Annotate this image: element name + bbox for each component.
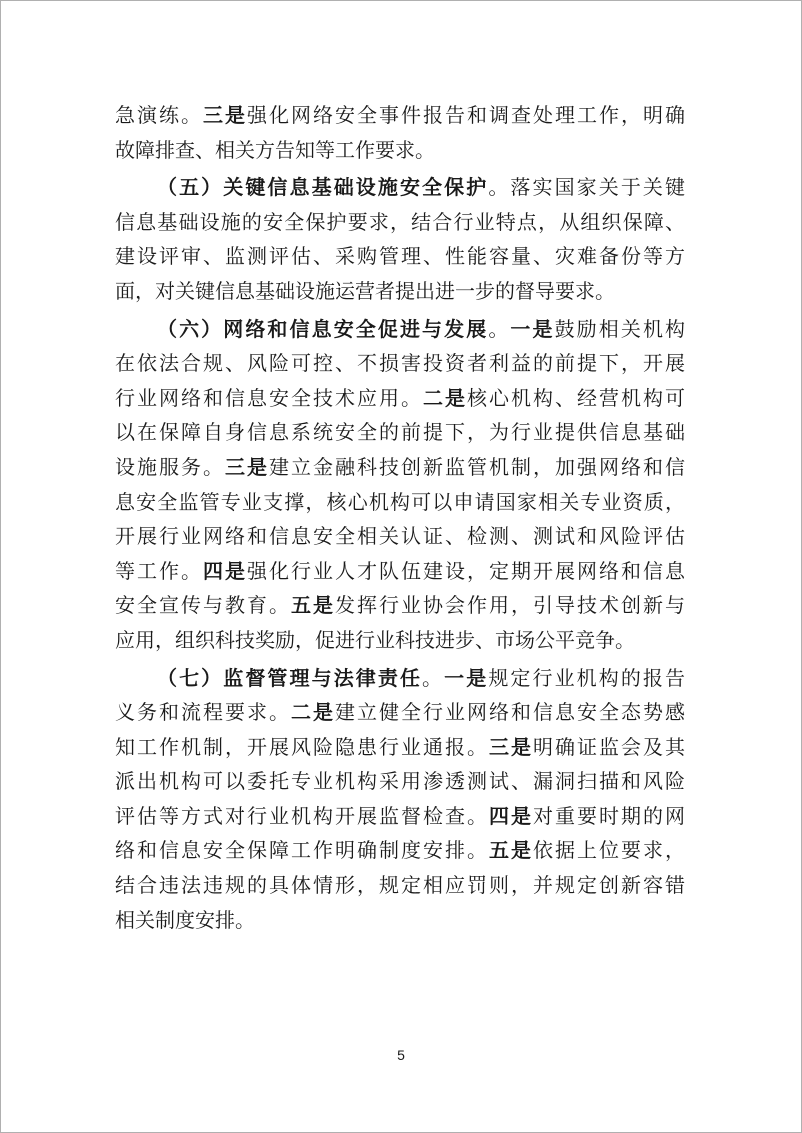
- text-run: 评估等方式对行业机构开展监督检查。: [115, 803, 489, 828]
- text-line: [115, 312, 685, 347]
- text-run: 。: [488, 316, 511, 341]
- text-run: 结合违法违规的具体情形，规定相应罚则，并规定创新容错: [115, 873, 685, 898]
- text-line: [115, 519, 685, 554]
- text-run: 鼓励相关机构: [554, 316, 685, 341]
- text-run: 发挥行业协会作用，引导技术创新与: [335, 593, 685, 618]
- text-line: [115, 98, 685, 133]
- text-line: [115, 588, 685, 623]
- text-run: 核心机构、经营机构可: [467, 385, 685, 410]
- text-run: 建立金融科技创新监管机制，加强网络和信: [269, 454, 685, 479]
- text-line: [115, 450, 685, 485]
- enumeration-marker: 一是: [444, 665, 489, 690]
- text-run: 息安全监管专业支撑，核心机构可以申请国家相关专业资质，: [115, 489, 685, 514]
- text-line: [115, 205, 685, 240]
- text-run: 对重要时期的网: [533, 803, 685, 828]
- enumeration-marker: 四是: [203, 558, 247, 583]
- text-run: 等工作。: [115, 558, 203, 583]
- text-run: 络和信息安全保障工作明确制度安排。: [115, 838, 489, 863]
- text-run: 明确证监会及其: [533, 734, 685, 759]
- text-line: [115, 764, 685, 799]
- text-run: 以在保障自身信息系统安全的前提下，为行业提供信息基础: [115, 420, 685, 445]
- text-run: 义务和流程要求。: [115, 700, 291, 725]
- enumeration-marker: 三是: [489, 734, 533, 759]
- text-run: 强化行业人才队伍建设，定期开展网络和信息: [247, 558, 685, 583]
- text-run: 知工作机制，开展风险隐患行业通报。: [115, 734, 489, 759]
- text-line: [115, 903, 685, 938]
- text-run: 。落实国家关于关键: [488, 175, 685, 200]
- text-line: [115, 346, 685, 381]
- text-line: [115, 730, 685, 765]
- paragraph: [115, 312, 685, 658]
- text-run: 安全宣传与教育。: [115, 593, 291, 618]
- text-line: [115, 170, 685, 205]
- text-run: 相关制度安排。: [115, 907, 255, 932]
- text-line: [115, 868, 685, 903]
- text-run: 故障排查、相关方告知等工作要求。: [115, 137, 435, 162]
- enumeration-marker: 五是: [489, 838, 533, 863]
- text-line: [115, 623, 685, 658]
- text-run: 设施服务。: [115, 454, 225, 479]
- section-heading: （五）关键信息基础设施安全保护: [157, 175, 489, 200]
- section-heading: （六）网络和信息安全促进与发展: [157, 316, 489, 341]
- paragraph: [115, 170, 685, 308]
- text-line: [115, 133, 685, 168]
- enumeration-marker: 四是: [489, 803, 533, 828]
- text-line: [115, 799, 685, 834]
- text-line: [115, 274, 685, 309]
- page-number: 5: [397, 1047, 405, 1063]
- text-run: 开展行业网络和信息安全相关认证、检测、测试和风险评估: [115, 524, 685, 549]
- text-run: 面，对关键信息基础设施运营者提出进一步的督导要求。: [115, 278, 615, 303]
- paragraph: [115, 98, 685, 167]
- text-line: [115, 554, 685, 589]
- text-run: 依据上位要求，: [533, 838, 685, 863]
- enumeration-marker: 二是: [291, 700, 335, 725]
- text-run: 应用，组织科技奖励，促进行业科技进步、市场公平竞争。: [115, 627, 635, 652]
- text-line: [115, 381, 685, 416]
- text-run: 建立健全行业网络和信息安全态势感: [335, 700, 685, 725]
- text-line: [115, 661, 685, 696]
- enumeration-marker: 三是: [203, 103, 247, 127]
- text-run: 行业网络和信息安全技术应用。: [115, 385, 423, 410]
- text-line: [115, 833, 685, 868]
- enumeration-marker: 二是: [423, 385, 467, 410]
- enumeration-marker: 一是: [510, 316, 555, 341]
- text-line: [115, 239, 685, 274]
- text-line: [115, 695, 685, 730]
- paragraph-spacer: [115, 937, 685, 940]
- text-run: 。: [422, 665, 445, 690]
- enumeration-marker: 五是: [291, 593, 335, 618]
- paragraph: [115, 661, 685, 938]
- text-run: 急演练。: [115, 103, 203, 127]
- text-line: [115, 415, 685, 450]
- text-line: [115, 485, 685, 520]
- text-run: 派出机构可以委托专业机构采用渗透测试、漏洞扫描和风险: [115, 769, 685, 794]
- text-run: 在依法合规、风险可控、不损害投资者利益的前提下，开展: [115, 351, 685, 376]
- text-run: 规定行业机构的报告: [488, 665, 685, 690]
- text-run: 建设评审、监测评估、采购管理、性能容量、灾难备份等方: [115, 244, 685, 269]
- text-run: 信息基础设施的安全保护要求，结合行业特点，从组织保障、: [115, 209, 685, 234]
- text-run: 强化网络安全事件报告和调查处理工作，明确: [247, 103, 685, 127]
- enumeration-marker: 三是: [225, 454, 269, 479]
- body-text: [115, 98, 685, 940]
- section-heading: （七）监督管理与法律责任: [157, 665, 423, 690]
